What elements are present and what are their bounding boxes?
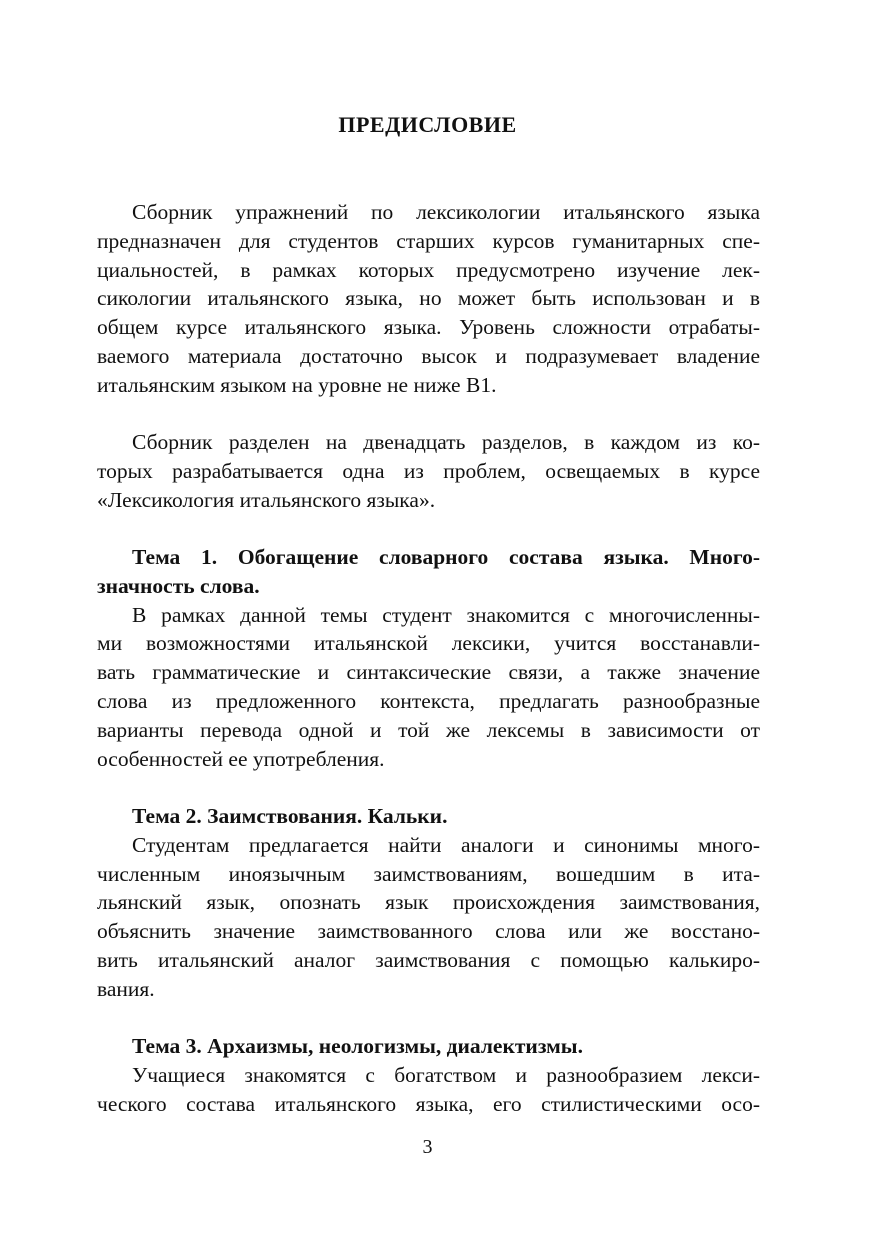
page-number: 3 — [422, 1136, 433, 1158]
text-line: слова из предложенного контекста, предлагать разнообразные — [97, 688, 760, 713]
topic-2-heading: Тема 2. Заимствования. Кальки. — [132, 804, 448, 828]
text-line: особенностей ее употребления. — [97, 746, 385, 771]
topic-3-heading: Тема 3. Архаизмы, неологизмы, диалектизмы. — [132, 1034, 583, 1058]
text-line: циальностей, в рамках которых предусмотрено изучение лек- — [97, 257, 760, 282]
text-line: торых разрабатывается одна из проблем, освещаемых в курсе — [97, 458, 760, 483]
topic-1-heading: Тема 1. Обогащение словарного состава языка. Много- — [132, 545, 760, 569]
text-line: Учащиеся знакомятся с богатством и разнообразием лекси- — [132, 1062, 760, 1087]
text-line: вать грамматические и синтаксические связи, а также значение — [97, 660, 760, 685]
text-line: ваемого материала достаточно высок и подразумевает владение — [97, 343, 760, 368]
text-line: В рамках данной темы студент знакомится с многочисленны- — [132, 602, 760, 627]
intro-paragraph-1 — [97, 198, 760, 400]
text-line: ческого состава итальянского языка, его стилистическими осо- — [97, 1091, 760, 1116]
text-line: итальянским языком на уровне не ниже В1. — [97, 372, 497, 397]
text-line: ми возможностями итальянской лексики, учится восстанавли- — [97, 631, 760, 656]
topic-1-heading: значность слова. — [97, 573, 260, 598]
topic-2-section — [97, 802, 760, 1004]
text-line: льянский язык, опознать язык происхождения заимствования, — [97, 890, 760, 915]
intro-paragraph-2 — [97, 428, 760, 514]
text-line: Сборник упражнений по лексикологии итальянского языка — [132, 200, 760, 224]
topic-3-section — [97, 1032, 760, 1118]
topic-1-section — [97, 543, 760, 773]
text-line: сикологии итальянского языка, но может быть использован и в — [97, 286, 760, 311]
text-line: общем курсе итальянского языка. Уровень сложности отрабаты- — [97, 315, 760, 340]
text-line: Студентам предлагается найти аналоги и синонимы много- — [132, 832, 760, 857]
page-title: ПРЕДИСЛОВИЕ — [338, 112, 517, 137]
text-line: численным иноязычным заимствованиям, вошедшим в ита- — [97, 861, 760, 886]
text-line: «Лексикология итальянского языка». — [97, 487, 436, 512]
text-line: варианты перевода одной и той же лексемы в зависимости от — [97, 717, 760, 742]
text-line: Сборник разделен на двенадцать разделов, в каждом из ко- — [132, 430, 760, 454]
text-line: объяснить значение заимствованного слова или же восстано- — [97, 919, 760, 944]
text-line: вания. — [97, 976, 155, 1001]
text-line: вить итальянский аналог заимствования с помощью калькиро- — [97, 947, 760, 972]
text-line: предназначен для студентов старших курсов гуманитарных спе- — [97, 228, 760, 253]
